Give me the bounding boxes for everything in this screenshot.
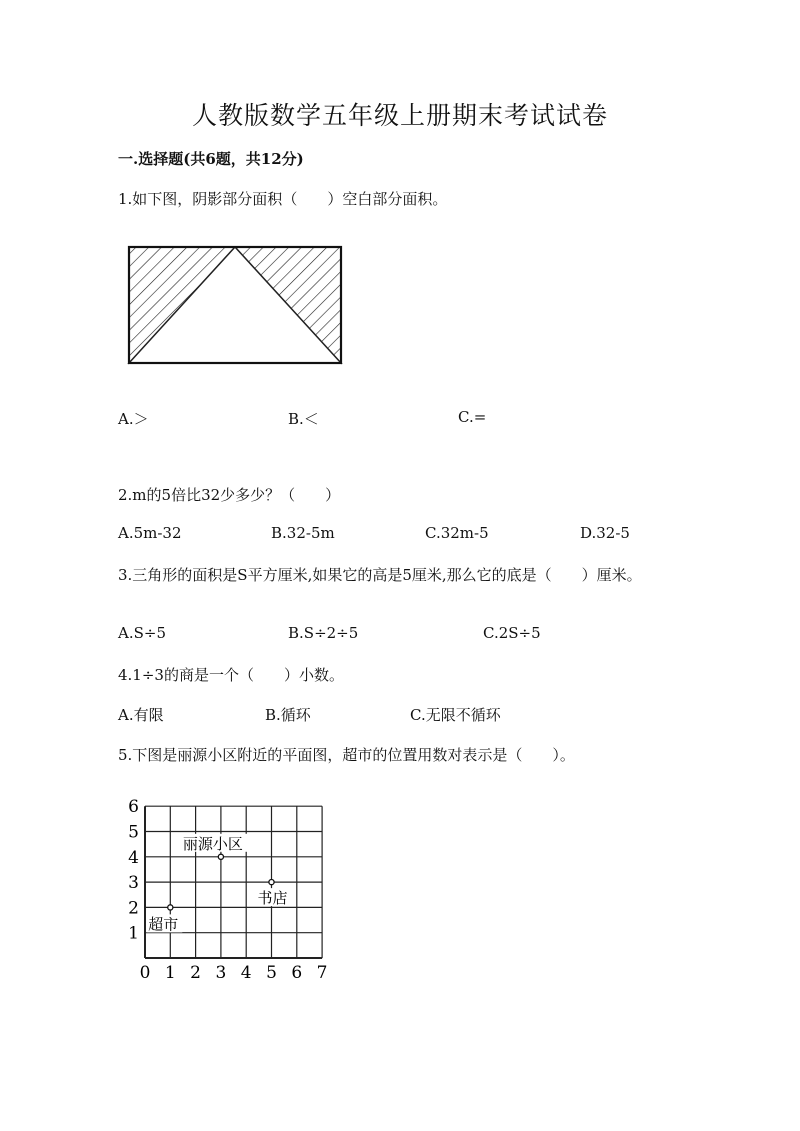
q3-option-b[interactable]: B.S÷2÷5 bbox=[288, 624, 359, 642]
place-point bbox=[218, 854, 223, 859]
q2-option-c[interactable]: C.32m-5 bbox=[425, 524, 489, 542]
y-tick-label: 4 bbox=[128, 847, 139, 868]
x-tick-label: 2 bbox=[190, 963, 202, 983]
x-tick-label: 3 bbox=[215, 963, 227, 983]
q4-option-a[interactable]: A.有限 bbox=[118, 706, 164, 724]
q3-option-c[interactable]: C.2S÷5 bbox=[483, 624, 541, 642]
q1-option-a[interactable]: A.＞ bbox=[118, 410, 149, 428]
x-tick-label: 1 bbox=[164, 963, 176, 983]
shaded-triangle-figure bbox=[126, 244, 344, 366]
y-tick-label: 6 bbox=[128, 798, 139, 818]
question-1: 1.如下图，阴影部分面积（ ）空白部分面积。 bbox=[118, 190, 448, 208]
q2-option-d[interactable]: D.32-5 bbox=[580, 524, 630, 542]
y-tick-label: 3 bbox=[128, 873, 139, 894]
q4-option-b[interactable]: B.循环 bbox=[265, 706, 311, 724]
y-tick-label: 2 bbox=[128, 898, 139, 919]
y-tick-label: 1 bbox=[128, 923, 139, 944]
question-5: 5.下图是丽源小区附近的平面图，超市的位置用数对表示是（ ）。 bbox=[118, 746, 575, 764]
section-heading: 一.选择题(共6题，共12分) bbox=[118, 150, 304, 168]
coordinate-grid-map bbox=[120, 798, 340, 984]
x-tick-label: 5 bbox=[266, 963, 277, 983]
y-tick-label: 5 bbox=[128, 822, 139, 843]
place-label: 丽源小区 bbox=[182, 834, 243, 853]
question-3: 3.三角形的面积是S平方厘米,如果它的高是5厘米,那么它的底是（ ）厘米。 bbox=[118, 566, 642, 584]
place-point bbox=[168, 905, 173, 910]
x-tick-label: 4 bbox=[240, 963, 252, 983]
question-2: 2.m的5倍比32少多少？（ ） bbox=[118, 486, 341, 504]
page-title: 人教版数学五年级上册期末考试试卷 bbox=[191, 101, 608, 130]
q4-option-c[interactable]: C.无限不循环 bbox=[410, 706, 501, 724]
question-4: 4.1÷3的商是一个（ ）小数。 bbox=[118, 666, 344, 684]
place-label: 超市 bbox=[148, 915, 179, 934]
q2-option-a[interactable]: A.5m-32 bbox=[118, 524, 182, 542]
q2-option-b[interactable]: B.32-5m bbox=[271, 524, 335, 542]
place-label: 书店 bbox=[257, 889, 288, 908]
x-tick-label: 6 bbox=[291, 963, 303, 983]
place-point bbox=[269, 880, 274, 885]
q1-option-c[interactable]: C.= bbox=[458, 408, 487, 426]
q3-option-a[interactable]: A.S÷5 bbox=[118, 624, 166, 642]
q1-option-b[interactable]: B.＜ bbox=[288, 410, 319, 428]
x-tick-label: 7 bbox=[316, 963, 328, 983]
x-tick-label: 0 bbox=[139, 963, 151, 983]
